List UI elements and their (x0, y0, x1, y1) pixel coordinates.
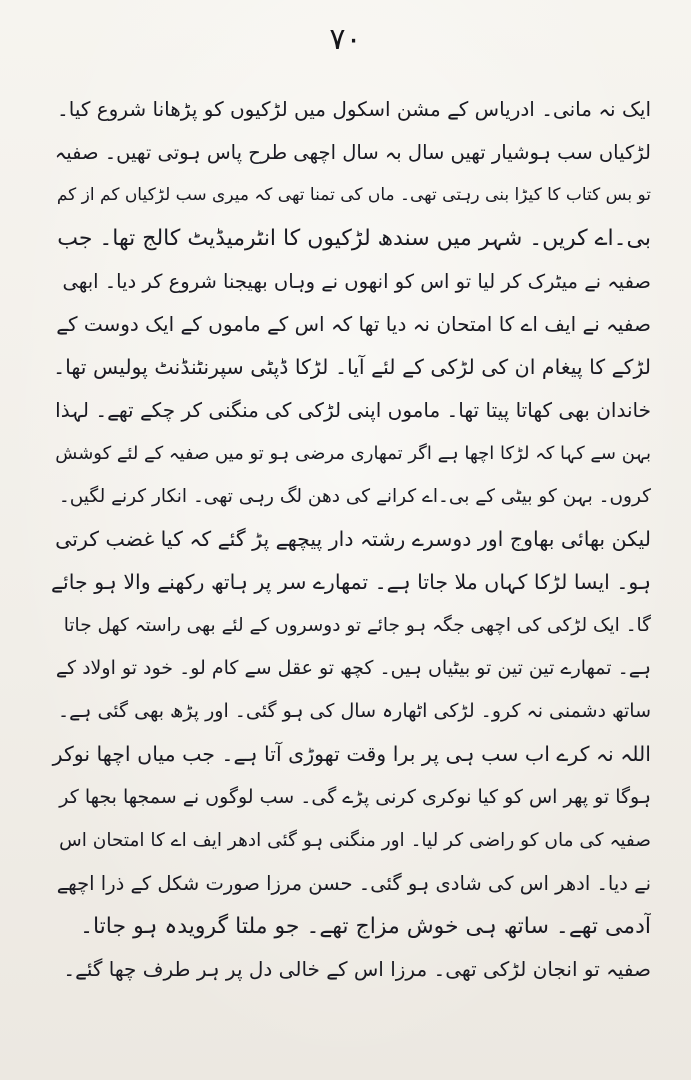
text-line: نے دیا۔ ادھر اس کی شادی ہو گئی۔ حسن مرزا صورت شکل کے ذرا اچھے (56, 872, 651, 895)
text-line: اللہ نہ کرے اب سب ہی پر برا وقت تھوڑی آتا ہے۔ جب میاں اچھا نوکر (52, 742, 651, 766)
text-line: صفیہ نے میٹرک کر لیا تو اس کو انھوں نے وہاں بھیجنا شروع کر دیا۔ ابھی (62, 270, 651, 293)
text-line: ہے۔ تمھارے تین تین تو بیٹیاں ہیں۔ کچھ تو عقل سے کام لو۔ خود تو اولاد کے (55, 657, 651, 679)
text-line: ساتھ دشمنی نہ کرو۔ لڑکی اٹھارہ سال کی ہو گئی۔ اور پڑھ بھی گئی ہے۔ (58, 700, 651, 722)
text-line: ہو۔ ایسا لڑکا کہاں ملا جاتا ہے۔ تمھارے سر پر ہاتھ رکھنے والا ہو جائے (51, 570, 651, 594)
text-line: بہن سے کہا کہ لڑکا اچھا ہے اگر تمھاری مرضی ہو تو میں صفیہ کے لئے کوشش (55, 443, 651, 464)
text-line: صفیہ کی ماں کو راضی کر لیا۔ اور منگنی ہو گئی ادھر ایف اے کا امتحان اس (59, 830, 651, 851)
text-line: ایک نہ مانی۔ ادریاس کے مشن اسکول میں لڑکیوں کو پڑھانا شروع کیا۔ (57, 97, 651, 121)
text-line: گا۔ ایک لڑکی کی اچھی جگہ ہو جائے تو دوسروں کے لئے بھی راستہ کھل جاتا (63, 615, 651, 636)
body-text (51, 88, 651, 991)
text-line: لڑکے کا پیغام ان کی لڑکی کے لئے آیا۔ لڑکا ڈپٹی سپرنٹنڈنٹ پولیس تھا۔ (53, 355, 651, 379)
text-line: لڑکیاں سب ہوشیار تھیں سال بہ سال اچھی طرح پاس ہوتی تھیں۔ صفیہ (54, 141, 651, 164)
text-line: صفیہ تو انجان لڑکی تھی۔ مرزا اس کے خالی دل پر ہر طرف چھا گئے۔ (63, 957, 651, 981)
text-line: تو بس کتاب کا کیڑا بنی رہتی تھی۔ ماں کی تمنا تھی کہ میری سب لڑکیاں کم از کم (56, 185, 651, 205)
text-line: لیکن بھائی بھاوج اور دوسرے رشتہ دار پیچھے پڑ گئے کہ کیا غضب کرتی (55, 527, 651, 551)
page-number: ۷۰ (329, 22, 362, 57)
text-line: خاندان بھی کھاتا پیتا تھا۔ ماموں اپنی لڑکی کی منگنی کر چکے تھے۔ لہذا (55, 398, 651, 422)
text-line: بی۔اے کریں۔ شہر میں سندھ لڑکیوں کا انٹرمیڈیٹ کالج تھا۔ جب (57, 226, 651, 251)
text-line: آدمی تھے۔ ساتھ ہی خوش مزاج تھے۔ جو ملتا گرویدہ ہو جاتا۔ (80, 914, 651, 939)
text-line: صفیہ نے ایف اے کا امتحان نہ دیا تھا کہ اس کے ماموں کے ایک دوست کے (56, 312, 651, 336)
text-line: کروں۔ بہن کو بیٹی کے بی۔اے کرانے کی دھن لگ رہی تھی۔ انکار کرنے لگیں۔ (58, 486, 651, 507)
text-line: ہوگا تو پھر اس کو کیا نوکری کرنی پڑے گی۔ سب لوگوں نے سمجھا بجھا کر (59, 786, 651, 808)
